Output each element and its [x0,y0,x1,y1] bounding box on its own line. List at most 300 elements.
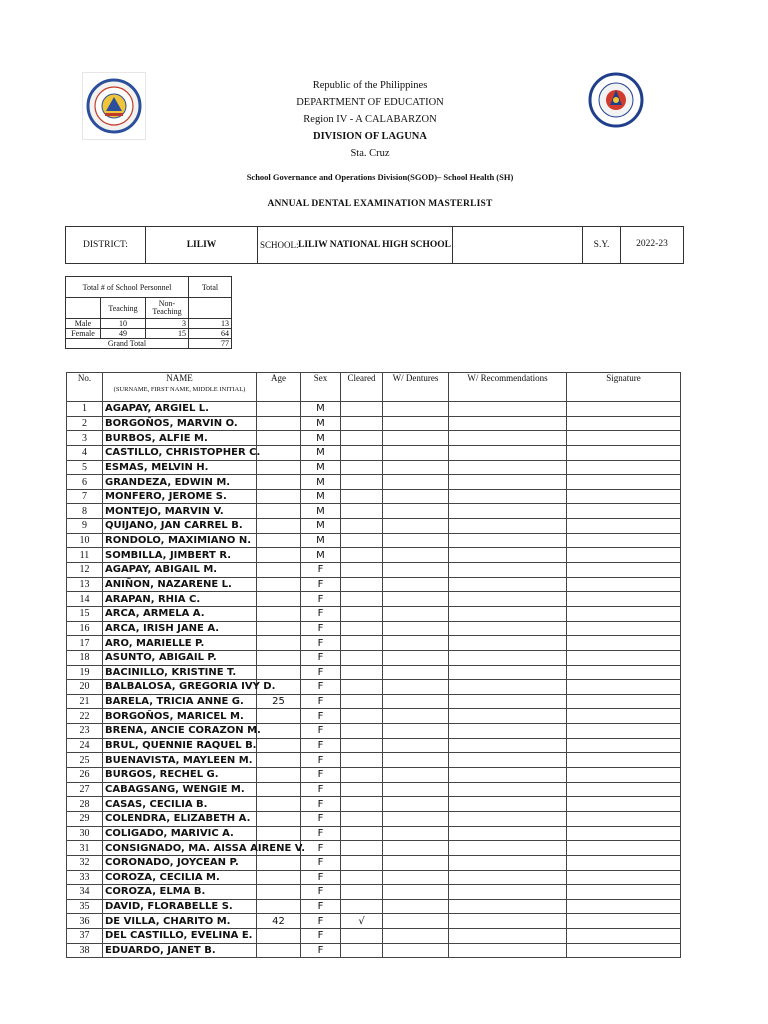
row-age [257,782,301,797]
row-cleared [341,709,383,724]
row-signature [567,665,681,680]
sy-value: 2022-23 [636,239,668,249]
row-name: CORONADO, JOYCEAN P. [103,855,257,870]
row-signature [567,929,681,944]
row-signature [567,782,681,797]
row-sex: F [301,885,341,900]
row-sex: F [301,929,341,944]
row-age [257,665,301,680]
row-dentures [383,753,449,768]
row-name: BUENAVISTA, MAYLEEN M. [103,753,257,768]
row-cleared [341,870,383,885]
row-recommendations [449,665,567,680]
header-division: DIVISION OF LAGUNA [313,131,427,142]
row-recommendations [449,738,567,753]
row-name: BACINILLO, KRISTINE T. [103,665,257,680]
row-signature [567,885,681,900]
row-number: 36 [67,914,103,929]
row-dentures [383,445,449,460]
row-number: 38 [67,943,103,958]
row-name: COLIGADO, MARIVIC A. [103,826,257,841]
row-cleared [341,826,383,841]
header-republic: Republic of the Philippines [312,80,428,91]
row-cleared [341,563,383,578]
row-name: RONDOLO, MAXIMIANO N. [103,533,257,548]
row-number: 26 [67,768,103,783]
header-subheading: School Governance and Operations Division(SGOD)– School Health (SH) [246,172,514,182]
row-number: 17 [67,636,103,651]
female-total: 64 [189,329,232,339]
row-signature [567,943,681,958]
school-value: LILIW NATIONAL HIGH SCHOOL [298,227,453,263]
row-recommendations [449,489,567,504]
row-number: 14 [67,592,103,607]
table-row [67,636,681,651]
row-number: 12 [67,563,103,578]
row-sex: F [301,899,341,914]
table-row [67,475,681,490]
row-name: AGAPAY, ABIGAIL M. [103,563,257,578]
row-number: 18 [67,650,103,665]
row-number: 29 [67,811,103,826]
row-signature [567,577,681,592]
row-number: 32 [67,855,103,870]
table-row [67,943,681,958]
row-name: COROZA, CECILIA M. [103,870,257,885]
row-cleared [341,753,383,768]
row-dentures [383,943,449,958]
row-name: GRANDEZA, EDWIN M. [103,475,257,490]
row-number: 16 [67,621,103,636]
row-name: DAVID, FLORABELLE S. [103,899,257,914]
row-cleared [341,519,383,534]
row-dentures [383,841,449,856]
row-sex: F [301,768,341,783]
row-dentures [383,416,449,431]
row-number: 37 [67,929,103,944]
row-signature [567,753,681,768]
row-number: 19 [67,665,103,680]
table-row [67,489,681,504]
row-dentures [383,504,449,519]
row-signature [567,592,681,607]
table-row [67,811,681,826]
row-name: BORGOÑOS, MARICEL M. [103,709,257,724]
row-recommendations [449,445,567,460]
row-cleared [341,811,383,826]
row-cleared [341,621,383,636]
row-cleared: √ [341,914,383,929]
row-cleared [341,445,383,460]
row-age [257,943,301,958]
row-age [257,489,301,504]
row-age [257,606,301,621]
row-dentures [383,914,449,929]
row-cleared [341,929,383,944]
row-sex: F [301,709,341,724]
district-value: LILIW [146,227,258,263]
table-row [67,577,681,592]
row-dentures [383,782,449,797]
row-sex: M [301,445,341,460]
row-sex: F [301,606,341,621]
row-signature [567,416,681,431]
row-recommendations [449,650,567,665]
col-name-header [103,373,257,402]
row-dentures [383,724,449,739]
row-cleared [341,577,383,592]
row-cleared [341,606,383,621]
row-name: COLENDRA, ELIZABETH A. [103,811,257,826]
col-dentures-header: W/ Dentures [383,373,449,402]
row-signature [567,870,681,885]
row-recommendations [449,606,567,621]
row-sex: F [301,577,341,592]
row-dentures [383,650,449,665]
row-sex: F [301,680,341,695]
table-row [67,504,681,519]
row-name: DEL CASTILLO, EVELINA E. [103,929,257,944]
table-row [67,870,681,885]
row-signature [567,680,681,695]
row-sex: M [301,431,341,446]
row-dentures [383,665,449,680]
school-label: SCHOOL: [260,240,299,250]
row-recommendations [449,431,567,446]
row-name: BORGOÑOS, MARVIN O. [103,416,257,431]
row-number: 22 [67,709,103,724]
header-block [150,77,590,162]
table-row [67,548,681,563]
row-recommendations [449,592,567,607]
row-recommendations [449,577,567,592]
table-row [67,768,681,783]
row-sex: F [301,797,341,812]
row-signature [567,709,681,724]
grand-total-value: 77 [189,339,232,349]
masterlist-body [67,402,681,958]
table-row [67,519,681,534]
row-name: CASTILLO, CHRISTOPHER C. [103,445,257,460]
row-number: 7 [67,489,103,504]
row-dentures [383,577,449,592]
row-name: BRUL, QUENNIE RAQUEL B. [103,738,257,753]
header-department: DEPARTMENT OF EDUCATION [296,97,444,108]
table-row [67,621,681,636]
col-cleared-header: Cleared [341,373,383,402]
row-signature [567,519,681,534]
row-dentures [383,519,449,534]
table-row [67,826,681,841]
row-signature [567,650,681,665]
row-number: 3 [67,431,103,446]
row-age [257,826,301,841]
col-age-header: Age [257,373,301,402]
row-sex: F [301,753,341,768]
row-number: 1 [67,402,103,417]
row-age [257,636,301,651]
row-dentures [383,636,449,651]
row-cleared [341,650,383,665]
table-row [67,592,681,607]
row-cleared [341,460,383,475]
row-age [257,709,301,724]
table-row [67,738,681,753]
row-recommendations [449,680,567,695]
row-signature [567,841,681,856]
row-sex: F [301,694,341,709]
row-number: 15 [67,606,103,621]
row-cleared [341,475,383,490]
table-row [67,416,681,431]
row-cleared [341,533,383,548]
female-nonteaching: 15 [146,329,189,339]
row-age [257,899,301,914]
row-signature [567,768,681,783]
row-sex: F [301,782,341,797]
row-recommendations [449,782,567,797]
row-signature [567,563,681,578]
row-sex: F [301,826,341,841]
row-signature [567,797,681,812]
masterlist-header-row [67,373,681,402]
row-cleared [341,782,383,797]
col-no-header: No. [67,373,103,402]
row-dentures [383,709,449,724]
row-sex: F [301,724,341,739]
row-recommendations [449,929,567,944]
row-number: 13 [67,577,103,592]
row-dentures [383,680,449,695]
table-row [67,885,681,900]
row-dentures [383,826,449,841]
col-sex-header: Sex [301,373,341,402]
row-number: 8 [67,504,103,519]
row-name: MONFERO, JEROME S. [103,489,257,504]
col-recommendations-header: W/ Recommendations [449,373,567,402]
col-name-title: NAME [166,373,193,383]
male-label: Male [66,319,101,329]
row-age [257,563,301,578]
table-row [67,841,681,856]
grand-total-label: Grand Total [66,339,189,349]
row-age [257,402,301,417]
row-name: CONSIGNADO, MA. AISSA AIRENE V. [103,841,257,856]
row-age [257,519,301,534]
row-number: 35 [67,899,103,914]
row-age [257,475,301,490]
row-signature [567,606,681,621]
table-row [67,782,681,797]
row-signature [567,811,681,826]
row-cleared [341,665,383,680]
row-name: BARELA, TRICIA ANNE G. [103,694,257,709]
row-dentures [383,899,449,914]
row-number: 9 [67,519,103,534]
row-number: 28 [67,797,103,812]
row-dentures [383,533,449,548]
row-recommendations [449,519,567,534]
row-dentures [383,870,449,885]
row-cleared [341,724,383,739]
row-signature [567,694,681,709]
header-city: Sta. Cruz [350,148,390,159]
row-sex: M [301,402,341,417]
row-name: CASAS, CECILIA B. [103,797,257,812]
row-cleared [341,899,383,914]
row-number: 34 [67,885,103,900]
row-cleared [341,402,383,417]
row-sex: F [301,592,341,607]
row-age [257,577,301,592]
row-sex: F [301,855,341,870]
row-recommendations [449,855,567,870]
row-cleared [341,855,383,870]
row-dentures [383,460,449,475]
row-age [257,929,301,944]
row-sex: F [301,841,341,856]
row-sex: M [301,416,341,431]
row-recommendations [449,943,567,958]
row-number: 30 [67,826,103,841]
row-recommendations [449,914,567,929]
row-age [257,870,301,885]
row-dentures [383,797,449,812]
row-name: BURGOS, RECHEL G. [103,768,257,783]
district-bar [65,226,684,264]
row-recommendations [449,504,567,519]
row-dentures [383,885,449,900]
row-name: COROZA, ELMA B. [103,885,257,900]
row-name: ARCA, ARMELA A. [103,606,257,621]
teaching-header: Teaching [101,298,146,319]
row-number: 21 [67,694,103,709]
row-signature [567,899,681,914]
row-name: MONTEJO, MARVIN V. [103,504,257,519]
row-sex: F [301,914,341,929]
row-signature [567,826,681,841]
row-number: 6 [67,475,103,490]
table-row [67,606,681,621]
school-spacer [453,227,583,263]
row-sex: F [301,563,341,578]
row-sex: F [301,665,341,680]
row-sex: M [301,533,341,548]
row-age [257,504,301,519]
row-sex: M [301,504,341,519]
table-row [67,533,681,548]
row-sex: M [301,475,341,490]
row-age [257,811,301,826]
row-recommendations [449,841,567,856]
row-cleared [341,885,383,900]
row-signature [567,548,681,563]
row-recommendations [449,899,567,914]
row-signature [567,636,681,651]
row-dentures [383,563,449,578]
division-seal-logo [82,72,146,140]
table-row [67,563,681,578]
row-recommendations [449,724,567,739]
row-number: 27 [67,782,103,797]
row-age [257,592,301,607]
row-number: 5 [67,460,103,475]
row-dentures [383,475,449,490]
row-cleared [341,489,383,504]
row-name: AGAPAY, ARGIEL L. [103,402,257,417]
personnel-blank [66,298,101,319]
female-teaching: 49 [101,329,146,339]
row-cleared [341,431,383,446]
row-age [257,650,301,665]
row-number: 33 [67,870,103,885]
female-label: Female [66,329,101,339]
row-recommendations [449,475,567,490]
document-title: ANNUAL DENTAL EXAMINATION MASTERLIST [267,199,493,209]
row-recommendations [449,621,567,636]
table-row [67,753,681,768]
row-age [257,724,301,739]
col-signature-header: Signature [567,373,681,402]
row-age [257,431,301,446]
table-row [67,797,681,812]
row-name: ANIÑON, NAZARENE L. [103,577,257,592]
table-row [67,929,681,944]
table-row [67,665,681,680]
personnel-caption: Total # of School Personnel [66,277,189,298]
row-recommendations [449,709,567,724]
row-dentures [383,694,449,709]
row-name: ASUNTO, ABIGAIL P. [103,650,257,665]
row-signature [567,855,681,870]
row-sex: M [301,519,341,534]
row-age: 25 [257,694,301,709]
row-name: EDUARDO, JANET B. [103,943,257,958]
row-sex: F [301,943,341,958]
personnel-total-header: Total [189,277,232,298]
total-blank [189,298,232,319]
table-row [67,431,681,446]
row-number: 25 [67,753,103,768]
row-recommendations [449,460,567,475]
row-age [257,753,301,768]
row-signature [567,475,681,490]
row-name: DE VILLA, CHARITO M. [103,914,257,929]
row-age [257,460,301,475]
header-region: Region IV - A CALABARZON [303,114,437,125]
row-sex: F [301,650,341,665]
male-teaching: 10 [101,319,146,329]
row-cleared [341,768,383,783]
deped-seal-logo [588,72,644,128]
table-row [67,855,681,870]
row-cleared [341,694,383,709]
row-recommendations [449,768,567,783]
row-signature [567,402,681,417]
row-recommendations [449,563,567,578]
row-age [257,768,301,783]
row-age [257,738,301,753]
row-name: ARAPAN, RHIA C. [103,592,257,607]
table-row [67,460,681,475]
row-sex: M [301,548,341,563]
row-number: 11 [67,548,103,563]
row-cleared [341,548,383,563]
row-cleared [341,416,383,431]
row-recommendations [449,826,567,841]
row-dentures [383,929,449,944]
row-recommendations [449,811,567,826]
